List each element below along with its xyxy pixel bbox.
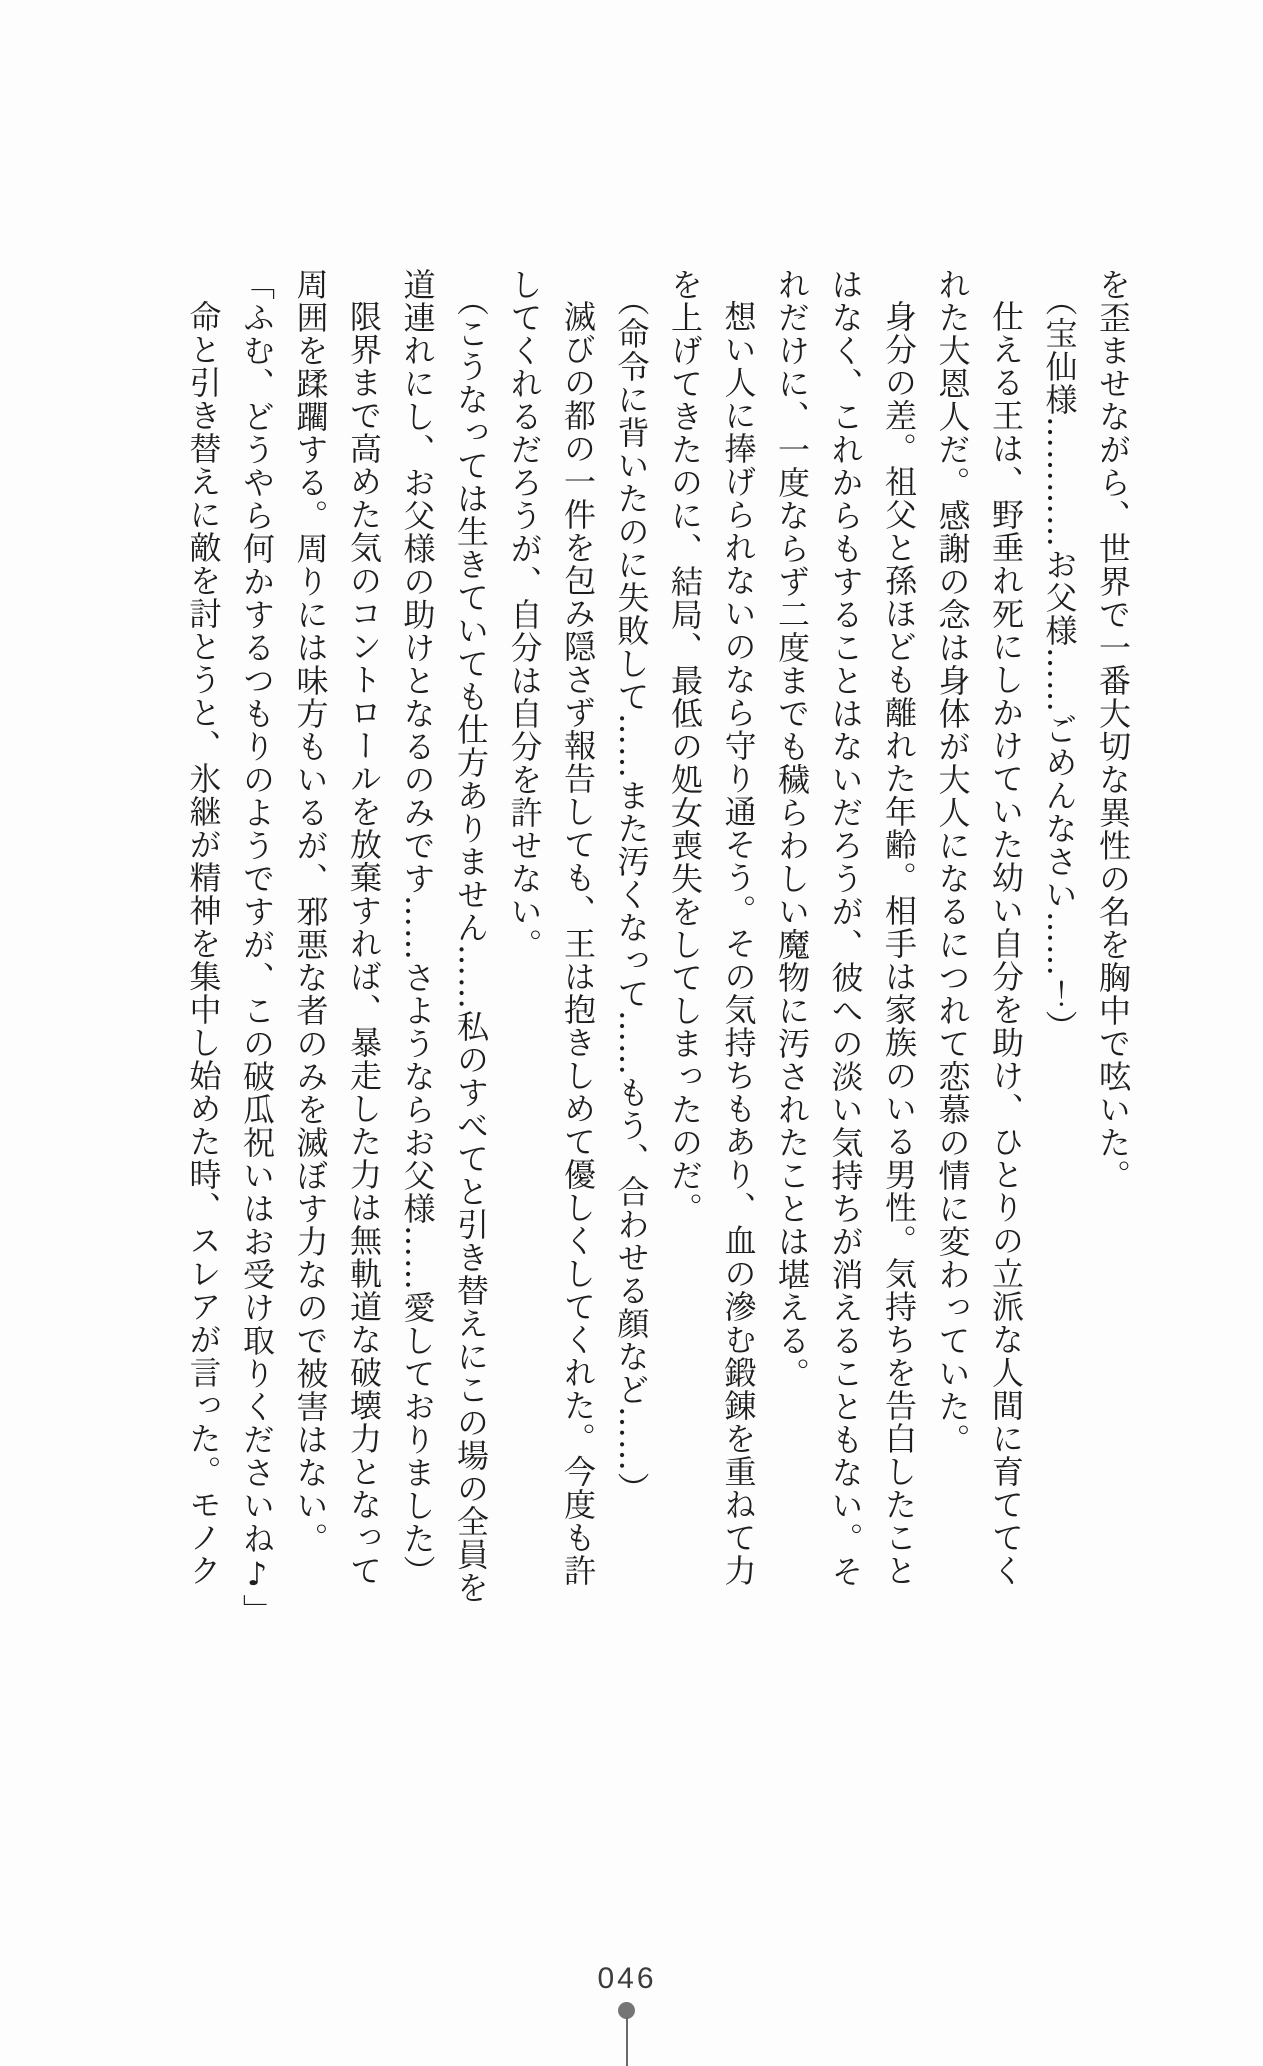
text-column: （宝仙様…………お父様……ごめんなさい……！） (1040, 284, 1079, 1043)
text-column: （こうなっては生きていても仕方ありません……私のすべてと引き替えにこの場の全員を (452, 284, 490, 1604)
page-number: 046 (597, 1962, 657, 1995)
text-column: 周囲を蹂躙する。周りには味方もいるが、邪悪な者のみを滅ぼす力なので被害はない。 (291, 268, 330, 1555)
text-column: 「ふむ、どうやら何かするつもりのようですが、この破瓜祝いはお受け取りくださいね♪」 (238, 268, 276, 1627)
text-column: れた大恩人だ。感謝の念は身体が大人になるにつれて恋慕の情に変わっていた。 (933, 268, 972, 1456)
text-column: 限界まで高めた気のコントロールを放棄すれば、暴走した力は無軌道な破壊力となって (345, 300, 383, 1587)
text-column: してくれるだろうが、自分は自分を許せない。 (505, 268, 544, 961)
text-column: 道連れにし、お父様の助けとなるのみです……さようならお父様……愛しておりました） (398, 268, 437, 1588)
text-column: 想い人に捧げられないのなら守り通そう。その気持ちもあり、血の滲む鍛錬を重ねて力 (719, 300, 758, 1587)
text-column: （命令に背いたのに失敗して……また汚くなって……もう、合わせる顔など……） (612, 284, 651, 1505)
text-column: はなく、これからもすることはないだろうが、彼への淡い気持ちが消えることもない。そ (826, 268, 865, 1588)
text-column: 命と引き替えに敵を討とうと、氷継が精神を集中し始めた時、スレアが言った。モノク (184, 300, 223, 1587)
reading-position-line (626, 2017, 628, 2066)
text-column: 身分の差。祖父と孫ほども離れた年齢。相手は家族のいる男性。気持ちを告白したこと (880, 300, 918, 1587)
text-column: を上げてきたのに、結局、最低の処女喪失をしてしまったのだ。 (666, 268, 704, 1225)
text-column: れだけに、一度ならず二度までも穢らわしい魔物に汚されたことは堪える。 (773, 268, 811, 1390)
vertical-text-block (176, 268, 1139, 1648)
text-column: 仕える王は、野垂れ死にしかけていた幼い自分を助け、ひとりの立派な人間に育ててく (987, 300, 1025, 1587)
text-column: を歪ませながら、世界で一番大切な異性の名を胸中で呟いた。 (1094, 268, 1132, 1192)
text-column: 滅びの都の一件を包み隠さず報告しても、王は抱きしめて優しくしてくれた。今度も許 (559, 300, 597, 1587)
